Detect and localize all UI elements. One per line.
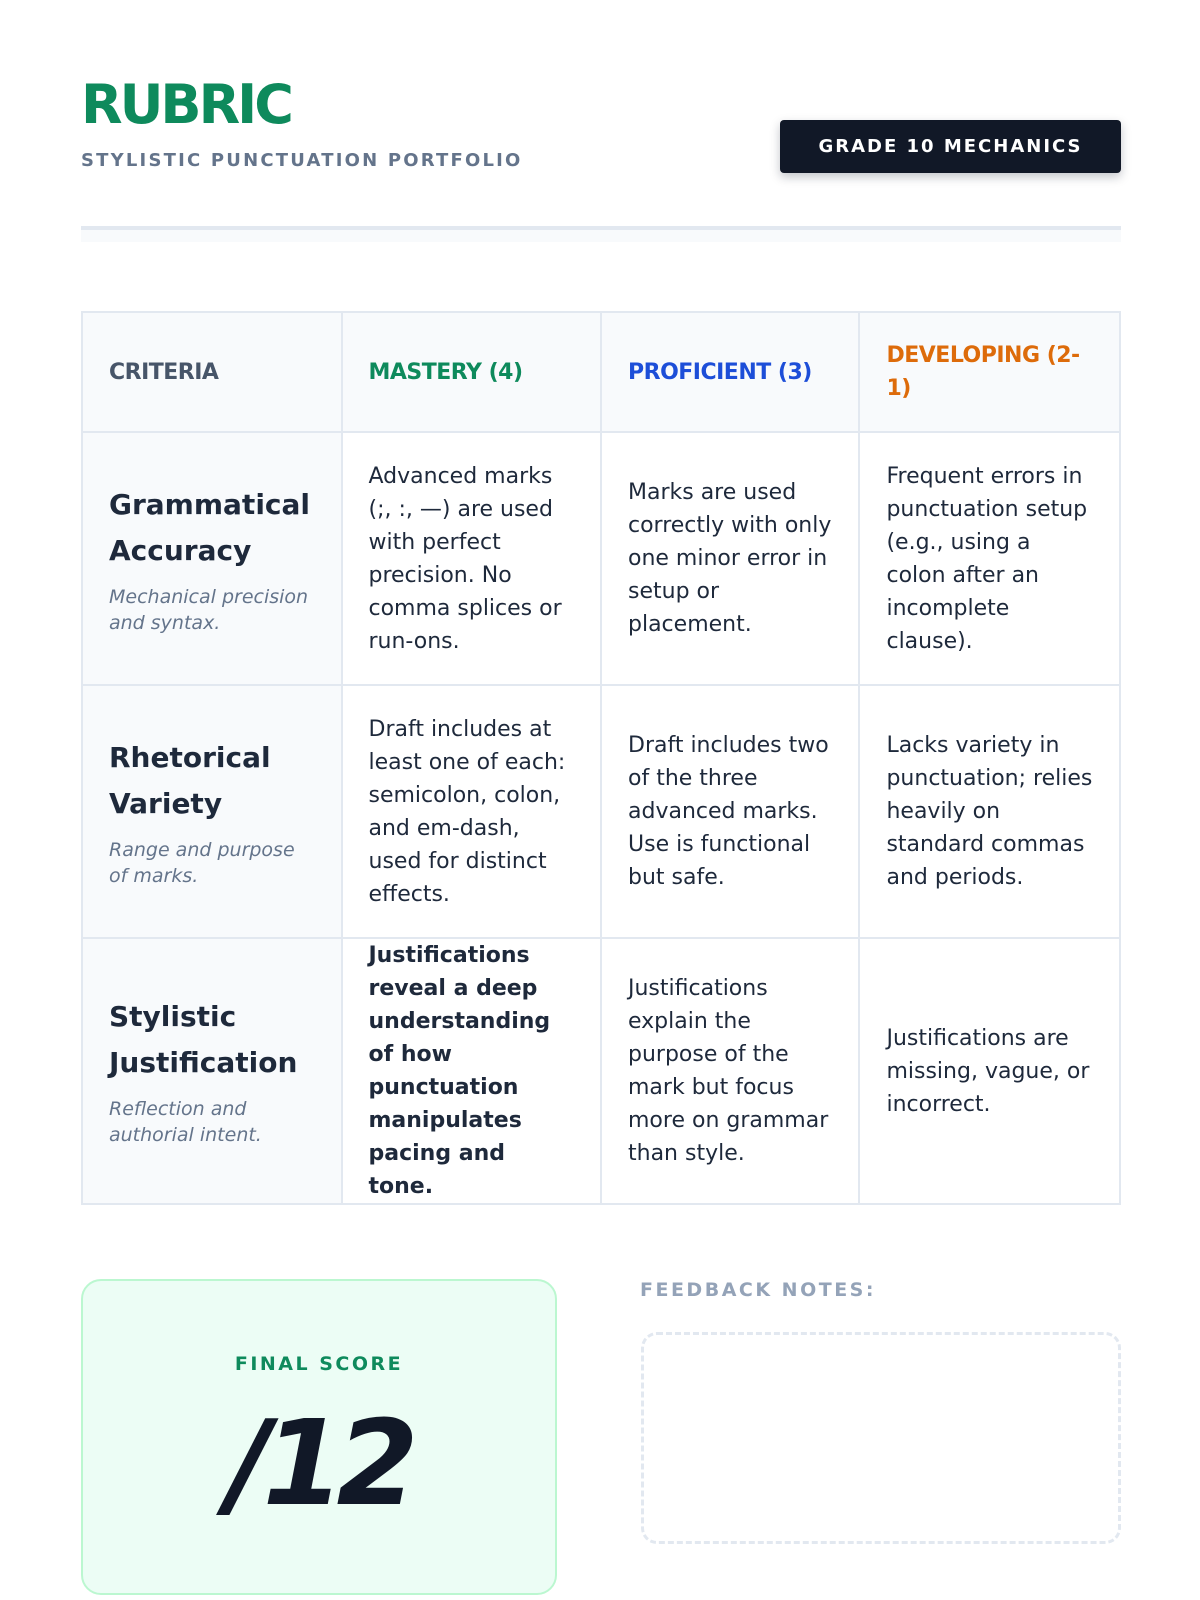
table-row: [82, 432, 1120, 685]
criteria-name: Grammatical Accuracy: [109, 487, 311, 567]
header-row: [82, 312, 1120, 432]
page-header: [81, 0, 1121, 230]
developing-cell: Lacks variety in punctuation; relies heavily on standard commas and periods.: [859, 685, 1120, 938]
page-title: RUBRIC: [81, 73, 291, 136]
criteria-cell: [82, 938, 342, 1204]
criteria-description: Range and purpose of marks.: [109, 838, 295, 887]
proficient-cell: Marks are used correctly with only one minor error in setup or placement.: [601, 432, 859, 685]
developing-cell: Justifications are missing, vague, or incorrect.: [859, 938, 1120, 1204]
rubric-table: [81, 311, 1121, 1205]
table-row: [82, 685, 1120, 938]
table-header: [82, 312, 1120, 432]
final-score-label: FINAL SCORE: [234, 1353, 404, 1375]
criteria-name: Stylistic Justification: [109, 1000, 298, 1079]
mastery-cell: Justifications reveal a deep understanding of how punctuation manipulates pacing and tone.: [342, 938, 602, 1204]
page-subtitle: STYLISTIC PUNCTUATION PORTFOLIO: [81, 150, 523, 171]
mastery-cell: Advanced marks (;, :, —) are used with perfect precision. No comma splices or run-ons.: [342, 432, 602, 685]
final-score-value: /12: [227, 1394, 411, 1532]
criteria-cell: [82, 685, 342, 938]
criteria-description: Reflection and authorial intent.: [109, 1098, 262, 1146]
proficient-cell: Draft includes two of the three advanced marks. Use is functional but safe.: [601, 685, 859, 938]
developing-cell: Frequent errors in punctuation setup (e.g., using a colon after an incomplete clause).: [859, 432, 1120, 685]
criteria-description: Mechanical precision and syntax.: [109, 585, 309, 634]
column-header-proficient: PROFICIENT (3): [601, 312, 859, 432]
feedback-notes-label: FEEDBACK NOTES:: [640, 1279, 876, 1301]
criteria-name: Rhetorical Variety: [109, 740, 271, 820]
column-header-mastery: MASTERY (4): [342, 312, 602, 432]
table-row: [82, 938, 1120, 1204]
final-score-card: [81, 1279, 557, 1595]
feedback-notes-box: [641, 1332, 1121, 1544]
rubric-page: [81, 0, 1121, 1532]
criteria-cell: [82, 432, 342, 685]
header-divider: [81, 226, 1121, 242]
table-body: [82, 432, 1120, 1204]
proficient-cell: Justifications explain the purpose of the mark but focus more on grammar than style.: [601, 938, 859, 1204]
column-header-criteria: CRITERIA: [82, 312, 342, 432]
mastery-cell: Draft includes at least one of each: semicolon, colon, and em-dash, used for distinct effects.: [342, 685, 602, 938]
column-header-developing: DEVELOPING (2-1): [859, 312, 1120, 432]
grade-badge: GRADE 10 MECHANICS: [780, 120, 1121, 173]
